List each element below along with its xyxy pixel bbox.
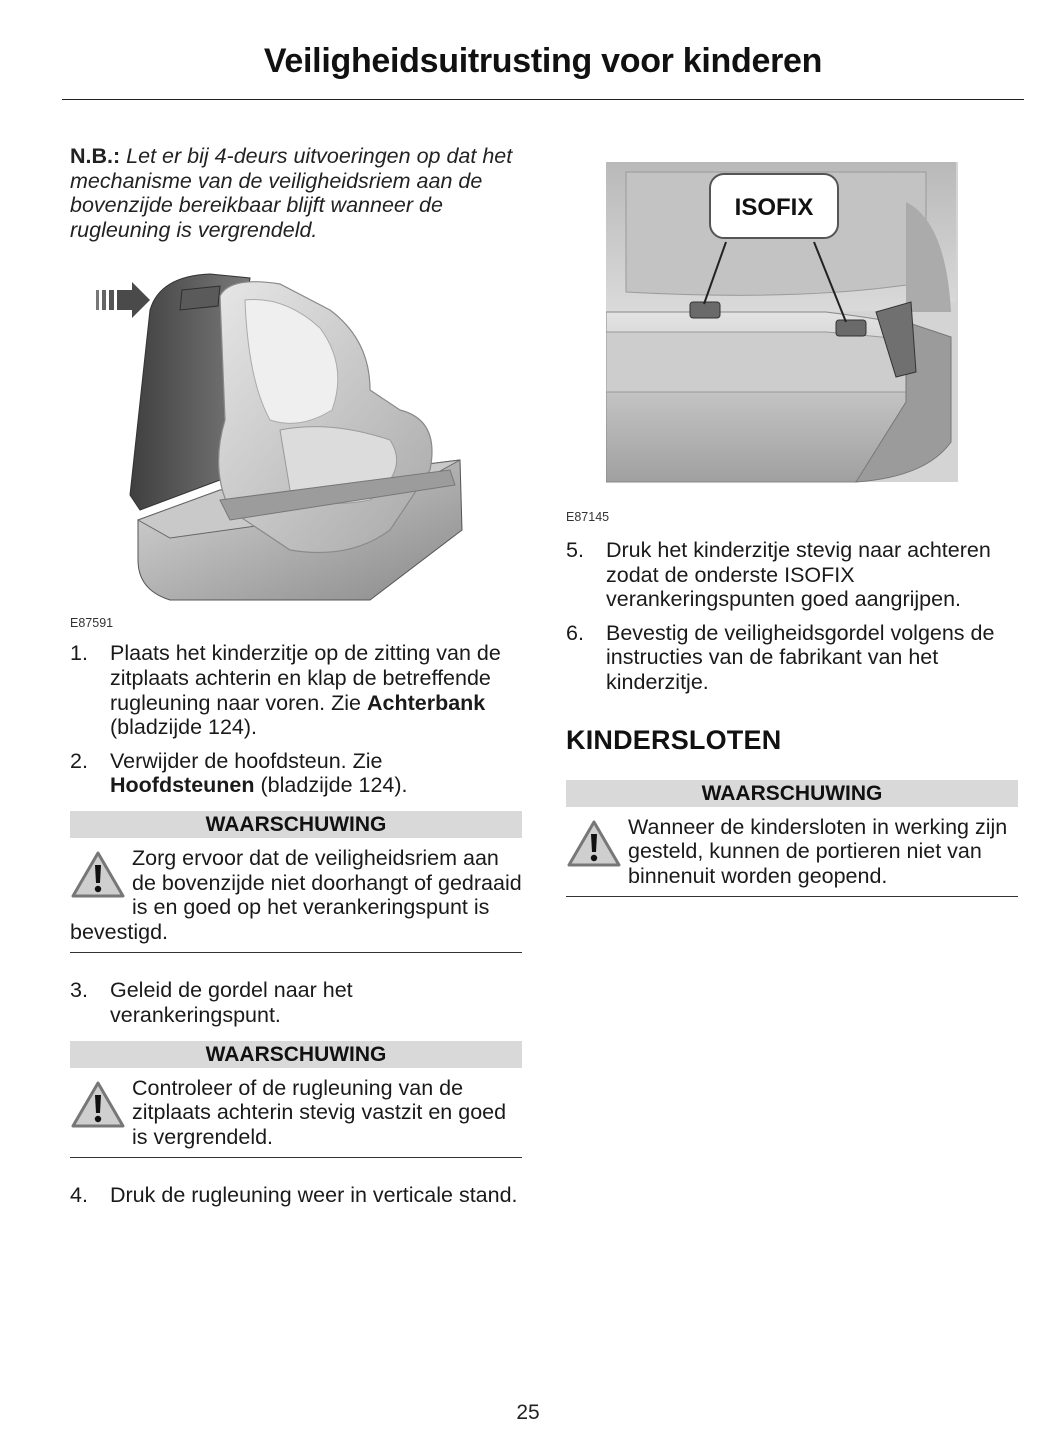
warning-triangle-icon bbox=[70, 1080, 126, 1130]
title-divider bbox=[62, 99, 1024, 100]
isofix-rear-seat-illustration bbox=[606, 162, 1056, 490]
step-5 bbox=[566, 538, 1018, 612]
step-6 bbox=[566, 621, 1018, 695]
step-number: 2. bbox=[70, 748, 88, 773]
warning-divider bbox=[566, 896, 1018, 897]
step-text: Bevestig de veiligheidsgordel volgens de instructies van de fabrikant van het kinderzitje. bbox=[606, 620, 995, 694]
step-text: Plaats het kinderzitje op de zitting van de zitplaats achterin en klap de betreffende rugleuning naar voren. Zie bbox=[110, 641, 501, 715]
child-seat-figure bbox=[70, 270, 522, 631]
warning-text: Wanneer de kindersloten in werking zijn gesteld, kunnen de portieren niet van binnenuit worden geopend. bbox=[628, 814, 1008, 888]
steps-list-left bbox=[70, 641, 522, 798]
warning-box-3 bbox=[566, 780, 1018, 898]
warning-body bbox=[70, 1076, 522, 1150]
step-number: 3. bbox=[70, 978, 88, 1003]
warning-heading: WAARSCHUWING bbox=[70, 1041, 522, 1068]
warning-divider bbox=[70, 952, 522, 953]
note-label: N.B.: bbox=[70, 144, 121, 168]
warning-divider bbox=[70, 1157, 522, 1158]
note-paragraph bbox=[70, 144, 522, 242]
child-seat-illustration bbox=[70, 270, 522, 606]
step-2 bbox=[70, 749, 522, 798]
page-title: Veiligheidsuitrusting voor kinderen bbox=[263, 42, 823, 80]
step-number: 5. bbox=[566, 538, 584, 562]
warning-text: Controleer of de rugleuning van de zitplaats achterin stevig vastzit en goed is vergrendeld. bbox=[132, 1075, 507, 1149]
warning-body bbox=[566, 815, 1018, 889]
step-number: 6. bbox=[566, 620, 584, 645]
warning-heading: WAARSCHUWING bbox=[70, 811, 522, 838]
note-text: Let er bij 4-deurs uitvoeringen op dat het mechanisme van de veiligheidsriem aan de bovenzijde bereikbaar blijft wanneer de rugleuning is vergrendeld. bbox=[70, 144, 513, 242]
push-arrow-icon bbox=[96, 282, 150, 318]
steps-list-left-3 bbox=[70, 1183, 522, 1208]
warning-triangle-icon bbox=[566, 819, 622, 869]
right-column bbox=[566, 162, 1018, 897]
warning-text: Zorg ervoor dat de veiligheidsriem aan de bovenzijde niet doorhangt of gedraaid is en goed op het verankeringspunt is bevestigd. bbox=[70, 845, 522, 944]
step-4 bbox=[70, 1183, 522, 1208]
steps-list-left-2 bbox=[70, 978, 522, 1027]
page-number: 25 bbox=[516, 1401, 540, 1424]
cross-reference-link[interactable]: Achterbank bbox=[366, 690, 486, 715]
step-text: Geleid de gordel naar het verankeringspunt. bbox=[110, 978, 353, 1027]
isofix-figure bbox=[566, 162, 1018, 524]
cross-reference-link[interactable]: Hoofdsteunen bbox=[110, 773, 255, 798]
step-number: 4. bbox=[70, 1183, 88, 1208]
step-number: 1. bbox=[70, 641, 88, 666]
step-text-suffix: (bladzijde 124). bbox=[110, 715, 258, 740]
warning-triangle-icon bbox=[70, 850, 126, 900]
step-text: Verwijder de hoofdsteun. Zie bbox=[110, 748, 383, 773]
figure-code-right: E87145 bbox=[566, 510, 610, 524]
warning-box-1 bbox=[70, 811, 522, 953]
step-text: Druk het kinderzitje stevig naar achteren zodat de onderste ISOFIX verankeringspunten goed aangrijpen. bbox=[606, 538, 991, 612]
left-column bbox=[70, 144, 522, 1208]
step-1 bbox=[70, 641, 522, 739]
step-3 bbox=[70, 978, 522, 1027]
isofix-callout-label: ISOFIX bbox=[734, 194, 814, 221]
warning-box-2 bbox=[70, 1041, 522, 1159]
steps-list-right bbox=[566, 538, 1018, 695]
warning-body bbox=[70, 846, 522, 944]
warning-heading: WAARSCHUWING bbox=[566, 780, 1018, 807]
step-text: Druk de rugleuning weer in verticale stand. bbox=[110, 1183, 518, 1208]
section-heading: KINDERSLOTEN bbox=[566, 724, 782, 755]
figure-code-left: E87591 bbox=[70, 616, 114, 631]
step-text-suffix: (bladzijde 124). bbox=[254, 773, 408, 798]
